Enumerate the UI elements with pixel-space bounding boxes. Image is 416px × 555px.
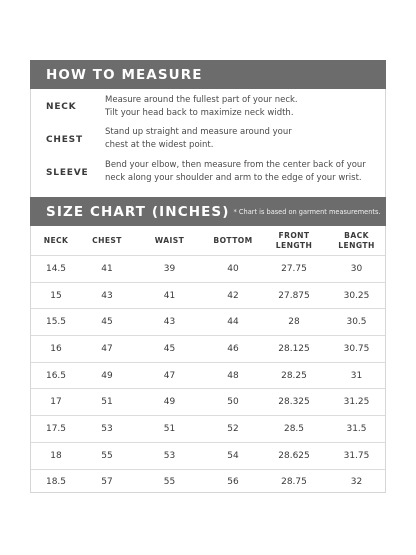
column-header-line: LENGTH [338, 240, 375, 250]
table-row [31, 416, 385, 443]
cell-front-length: 27.875 [260, 282, 328, 309]
column-header-line: BACK [344, 230, 369, 240]
column-header-chest [81, 226, 133, 256]
cell-chest: 57 [101, 477, 113, 488]
cell-waist: 39 [133, 256, 206, 283]
column-header-line: WAIST [154, 235, 185, 245]
table-row [31, 309, 385, 336]
column-header-line: LENGTH [275, 240, 313, 250]
cell-bottom: 42 [206, 282, 260, 309]
table-row [31, 256, 385, 283]
cell-bottom: 54 [206, 442, 260, 469]
cell-back-length: 31.5 [328, 416, 385, 443]
cell-waist: 53 [133, 442, 206, 469]
measure-desc-line: Stand up straight and measure around your [105, 127, 292, 137]
table-row [31, 389, 385, 416]
cell-chest: 55 [81, 442, 133, 469]
cell-neck: 15.5 [31, 309, 81, 336]
column-header-back-length [328, 226, 385, 256]
size-chart-table [31, 226, 385, 495]
cell-neck: 17.5 [31, 416, 81, 443]
cell-bottom: 46 [206, 336, 260, 363]
measure-desc-neck [105, 94, 385, 120]
size-chart-note: * Chart is based on garment measurements. [233, 207, 381, 216]
cell-chest: 49 [81, 362, 133, 389]
measure-desc-chest [105, 126, 385, 152]
cell-bottom: 50 [206, 389, 260, 416]
column-header-line: NECK [43, 235, 69, 245]
cell-waist: 43 [133, 309, 206, 336]
cell-bottom: 52 [206, 416, 260, 443]
cell-front-length: 28.625 [260, 442, 328, 469]
cell-waist: 51 [133, 416, 206, 443]
cell-neck: 18.5 [45, 477, 67, 488]
cell-neck: 16.5 [31, 362, 81, 389]
cell-waist: 41 [133, 282, 206, 309]
cell-waist: 49 [133, 389, 206, 416]
size-chart-body [31, 256, 385, 496]
measure-desc-line: neck along your shoulder and arm to the edge of your wrist. [105, 173, 362, 183]
size-chart-header-row [31, 226, 385, 256]
how-to-measure-title: HOW TO MEASURE [46, 66, 203, 83]
column-header-line: CHEST [92, 235, 122, 245]
cell-waist: 55 [163, 477, 176, 488]
how-to-measure-header [30, 60, 386, 89]
size-chart-header [30, 197, 386, 226]
measure-label-sleeve: SLEEVE [46, 168, 89, 178]
cell-bottom: 40 [206, 256, 260, 283]
cell-front-length: 27.75 [260, 256, 328, 283]
table-row [31, 336, 385, 363]
cell-chest: 45 [81, 309, 133, 336]
cell-chest: 41 [81, 256, 133, 283]
cell-back-length: 31 [328, 362, 385, 389]
measure-desc-line: Measure around the fullest part of your neck. [105, 95, 298, 105]
cell-neck: 16 [31, 336, 81, 363]
cell-chest: 47 [81, 336, 133, 363]
measure-label-chest: CHEST [46, 135, 83, 145]
cell-front-length: 28.25 [260, 362, 328, 389]
size-guide-card [30, 60, 386, 493]
cell-back-length: 31.75 [328, 442, 385, 469]
measure-desc-line: chest at the widest point. [105, 140, 214, 150]
cell-neck: 17 [31, 389, 81, 416]
cell-back-length: 30.25 [328, 282, 385, 309]
cell-bottom: 56 [227, 477, 239, 488]
measure-desc-line: Tilt your head back to maximize neck width. [105, 108, 294, 118]
table-row [31, 362, 385, 389]
cell-bottom: 48 [206, 362, 260, 389]
table-row [31, 282, 385, 309]
column-header-waist [133, 226, 206, 256]
cell-waist: 47 [133, 362, 206, 389]
cell-chest: 53 [81, 416, 133, 443]
column-header-line: BOTTOM [213, 235, 253, 245]
cell-front-length: 28.325 [260, 389, 328, 416]
cell-back-length: 32 [350, 477, 363, 488]
measure-label-neck: NECK [46, 102, 77, 112]
column-header-bottom [206, 226, 260, 256]
cell-waist: 45 [133, 336, 206, 363]
cell-front-length: 28.5 [260, 416, 328, 443]
cell-neck: 14.5 [31, 256, 81, 283]
cell-neck: 15 [31, 282, 81, 309]
column-header-neck [31, 226, 81, 256]
table-row [31, 442, 385, 469]
cell-front-length: 28.125 [260, 336, 328, 363]
cell-back-length: 30.5 [328, 309, 385, 336]
measure-desc-sleeve [105, 159, 385, 185]
cell-back-length: 31.25 [328, 389, 385, 416]
column-header-line: FRONT [278, 230, 310, 240]
cell-chest: 43 [81, 282, 133, 309]
cell-neck: 18 [31, 442, 81, 469]
cell-back-length: 30 [328, 256, 385, 283]
cell-front-length: 28.75 [281, 477, 307, 488]
measure-desc-line: Bend your elbow, then measure from the center back of your [105, 160, 366, 170]
cell-chest: 51 [81, 389, 133, 416]
table-row [31, 469, 385, 495]
cell-front-length: 28 [260, 309, 328, 336]
column-header-front-length [260, 226, 328, 256]
size-chart-title: SIZE CHART (INCHES) [46, 203, 230, 220]
cell-bottom: 44 [206, 309, 260, 336]
cell-back-length: 30.75 [328, 336, 385, 363]
